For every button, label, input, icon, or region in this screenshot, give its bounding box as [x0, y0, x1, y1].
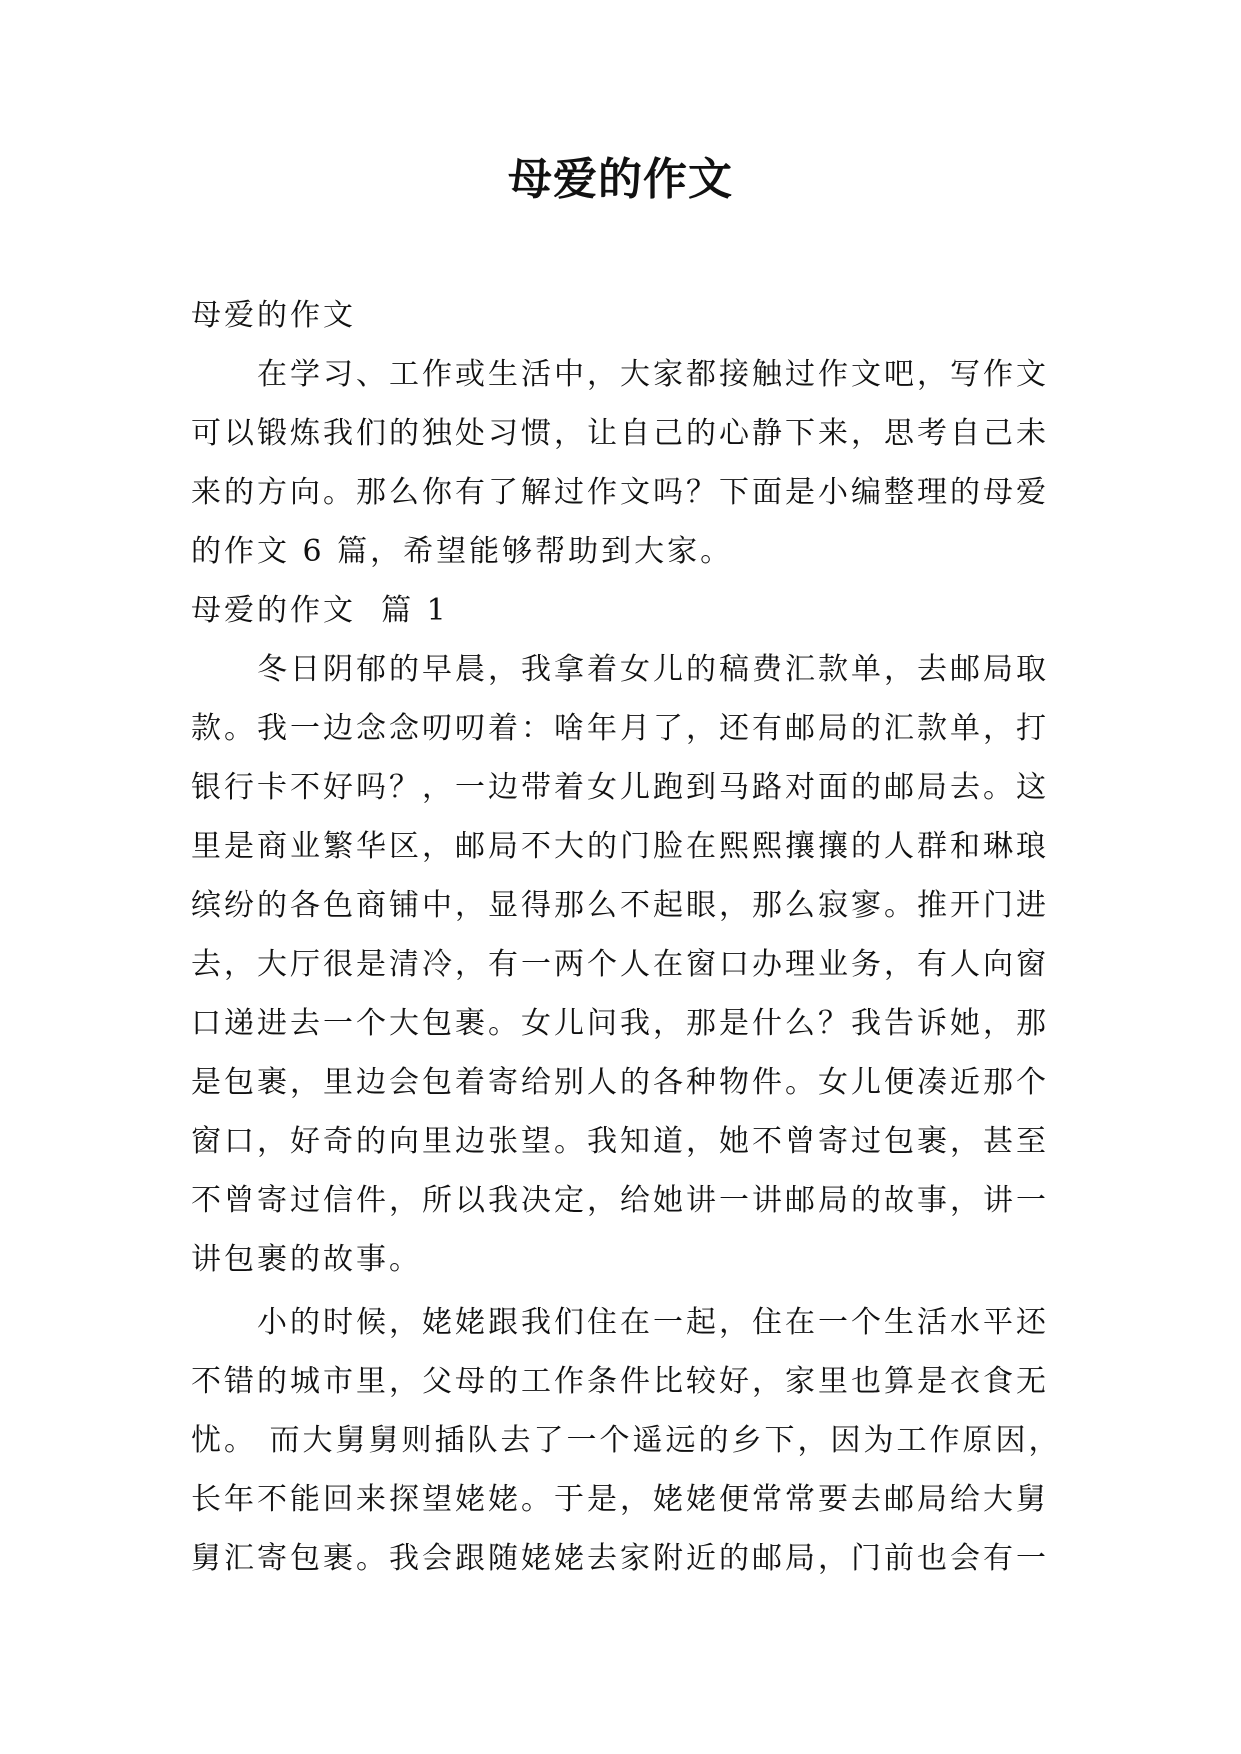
- paragraph-line: 冬日阴郁的早晨，我拿着女儿的稿费汇款单，去邮局取: [257, 652, 1049, 687]
- document-body: [191, 286, 1062, 1588]
- intro-line: 在学习、工作或生活中，大家都接触过作文吧，写作文: [257, 357, 1049, 392]
- paragraph-line: 忧。 而大舅舅则插队去了一个遥远的乡下，因为工作原因，: [191, 1423, 1062, 1458]
- paragraph-line: 是包裹，里边会包着寄给别人的各种物件。女儿便凑近那个: [191, 1065, 1049, 1100]
- paragraph-2: [191, 1293, 1062, 1588]
- paragraph-line: 口递进去一个大包裹。女儿问我，那是什么？我告诉她，那: [191, 1006, 1049, 1041]
- intro-paragraph: [191, 345, 1051, 581]
- intro-line: 的作文 6 篇，希望能够帮助到大家。: [191, 534, 734, 569]
- paragraph-line: 缤纷的各色商铺中，显得那么不起眼，那么寂寥。推开门进: [191, 888, 1049, 923]
- paragraph-line: 去，大厅很是清冷，有一两个人在窗口办理业务，有人向窗: [191, 947, 1049, 982]
- section-heading: 母爱的作文 篇 1: [191, 593, 449, 628]
- paragraph-line: 不曾寄过信件，所以我决定，给她讲一讲邮局的故事，讲一: [191, 1183, 1049, 1218]
- paragraph-line: 里是商业繁华区，邮局不大的门脸在熙熙攘攘的人群和琳琅: [191, 829, 1049, 864]
- intro-line: 可以锻炼我们的独处习惯，让自己的心静下来，思考自己未: [191, 416, 1049, 451]
- paragraph-1: [191, 640, 1051, 1289]
- paragraph-line: 小的时候，姥姥跟我们住在一起，住在一个生活水平还: [257, 1305, 1049, 1340]
- paragraph-line: 舅汇寄包裹。我会跟随姥姥去家附近的邮局，门前也会有一: [191, 1541, 1049, 1576]
- article-subtitle: 母爱的作文: [191, 298, 356, 333]
- paragraph-line: 讲包裹的故事。: [191, 1242, 422, 1277]
- paragraph-line: 长年不能回来探望姥姥。于是，姥姥便常常要去邮局给大舅: [191, 1482, 1049, 1517]
- document-title: 母爱的作文: [508, 154, 733, 205]
- paragraph-line: 款。我一边念念叨叨着：啥年月了，还有邮局的汇款单，打: [191, 711, 1049, 746]
- paragraph-line: 窗口，好奇的向里边张望。我知道，她不曾寄过包裹，甚至: [191, 1124, 1049, 1159]
- paragraph-line: 不错的城市里，父母的工作条件比较好，家里也算是衣食无: [191, 1364, 1049, 1399]
- intro-line: 来的方向。那么你有了解过作文吗？下面是小编整理的母爱: [191, 475, 1049, 510]
- paragraph-line: 银行卡不好吗？，一边带着女儿跑到马路对面的邮局去。这: [191, 770, 1049, 805]
